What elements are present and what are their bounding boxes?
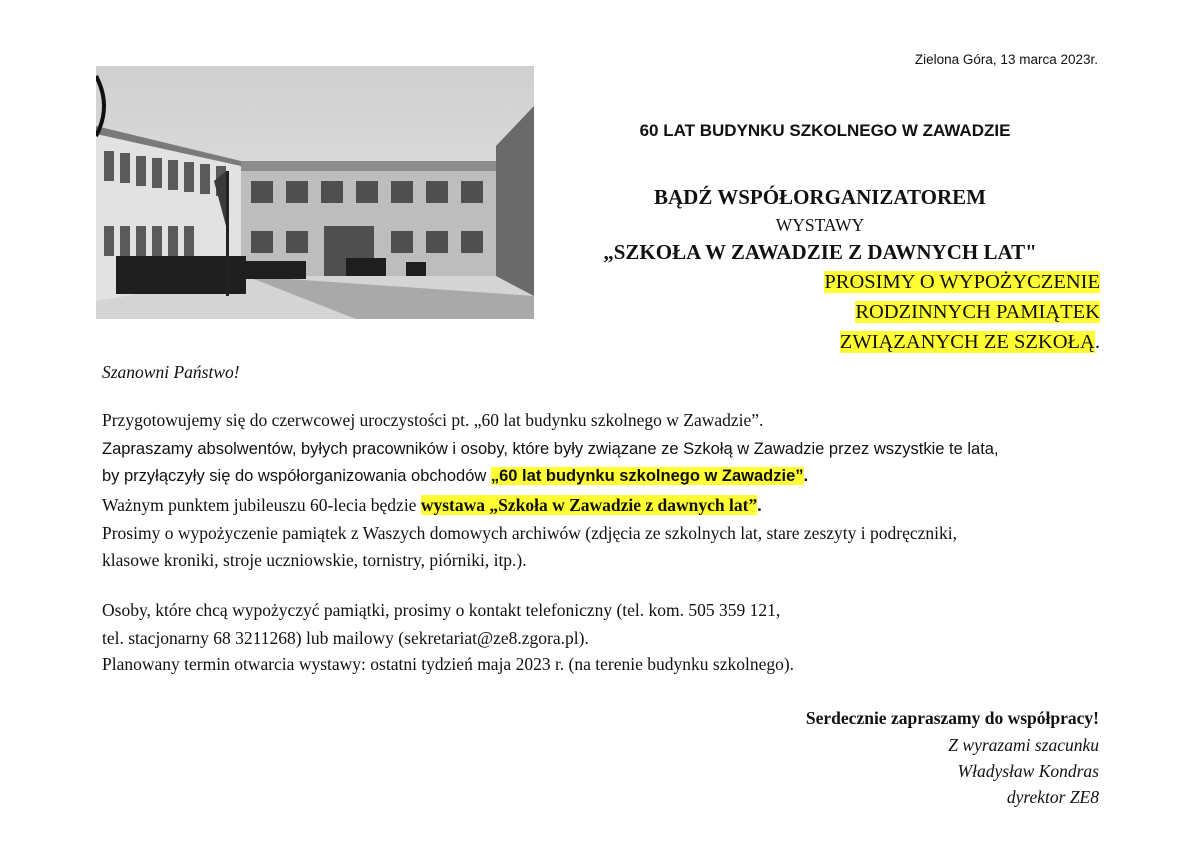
contact-paragraph-2: tel. stacjonarny 68 3211268) lub mailowy (sekretariat@ze8.zgora.pl). — [102, 628, 589, 648]
body-paragraph-5: Prosimy o wypożyczenie pamiątek z Waszych domowych archiwów (zdjęcia ze szkolnych lat, stare zeszyty i podręczniki, — [102, 523, 957, 543]
request-line-3-text: ZWIĄZANYCH ZE SZKOŁĄ — [839, 331, 1095, 353]
body-paragraph-3-dot: . — [803, 467, 809, 485]
co-organizer-heading: BĄDŹ WSPÓŁORGANIZATOREM — [654, 185, 986, 209]
opening-date-paragraph: Planowany termin otwarcia wystawy: ostatni tydzień maja 2023 r. (na terenie budynku szkolnego). — [102, 654, 795, 674]
body-paragraph-1: Przygotowujemy się do czerwcowej uroczystości pt. „60 lat budynku szkolnego w Zawadzie”. — [102, 410, 764, 430]
body-paragraph-4-text: Ważnym punktem jubileuszu 60-lecia będzie — [102, 495, 421, 515]
exhibition-highlight: wystawa „Szkoła w Zawadzie z dawnych lat” — [420, 495, 758, 515]
signatory-name: Władysław Kondras — [957, 761, 1099, 781]
invitation-closing: Serdecznie zapraszamy do współpracy! — [805, 708, 1099, 728]
exhibition-title: „SZKOŁA W ZAWADZIE Z DAWNYCH LAT" — [603, 240, 1037, 264]
body-paragraph-6: klasowe kroniki, stroje uczniowskie, tornistry, piórniki, itp.). — [102, 550, 527, 570]
request-line-2 — [855, 301, 1100, 324]
body-paragraph-3-text: by przyłączyły się do współorganizowania obchodów — [102, 467, 491, 485]
body-paragraph-3 — [102, 467, 808, 486]
body-paragraph-4-dot: . — [757, 495, 762, 515]
request-line-2-text: RODZINNYCH PAMIĄTEK — [855, 301, 1100, 323]
date-line: Zielona Góra, 13 marca 2023r. — [914, 52, 1098, 67]
exhibition-label: WYSTAWY — [775, 215, 865, 235]
greeting: Szanowni Państwo! — [102, 362, 240, 382]
regards-line: Z wyrazami szacunku — [948, 735, 1099, 755]
request-line-3 — [840, 331, 1100, 354]
request-line-1 — [824, 271, 1100, 294]
contact-paragraph-1: Osoby, które chcą wypożyczyć pamiątki, prosimy o kontakt telefoniczny (tel. kom. 505 359 121, — [102, 600, 781, 620]
body-paragraph-2: Zapraszamy absolwentów, byłych pracowników i osoby, które były związane ze Szkołą w Zawadzie przez wszystkie te lata, — [102, 440, 999, 458]
school-building-photo — [96, 66, 534, 319]
request-line-3-dot: . — [1094, 331, 1100, 353]
jubilee-highlight: „60 lat budynku szkolnego w Zawadzie” — [490, 467, 804, 485]
signatory-role: dyrektor ZE8 — [1006, 787, 1099, 807]
page-title: 60 LAT BUDYNKU SZKOLNEGO W ZAWADZIE — [639, 121, 1011, 140]
body-paragraph-4 — [102, 495, 762, 516]
request-line-1-text: PROSIMY O WYPOŻYCZENIE — [824, 271, 1100, 293]
